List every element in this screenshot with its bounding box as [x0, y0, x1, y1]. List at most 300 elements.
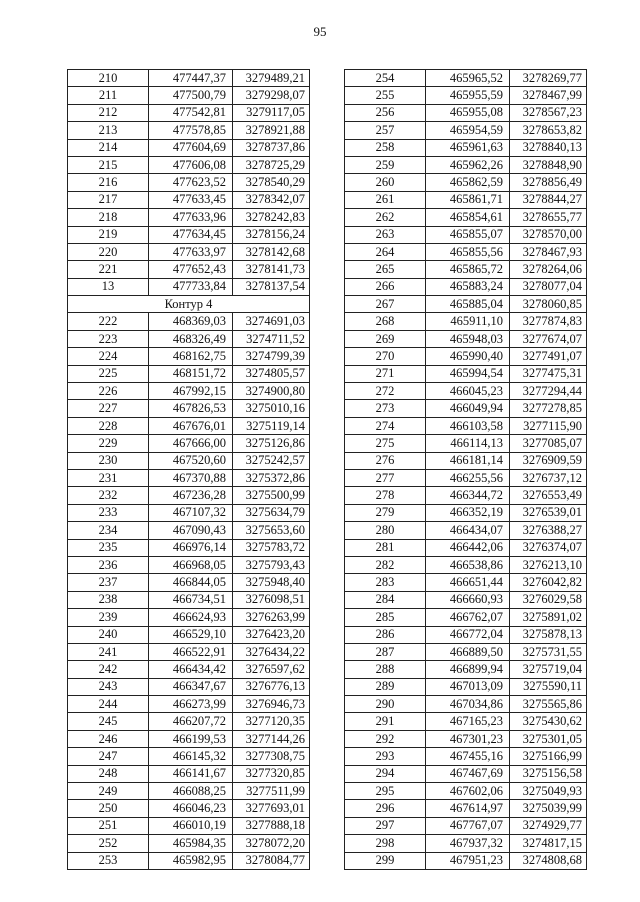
coordinates-table-right	[344, 69, 587, 870]
x-coordinate-cell: 466899,94	[426, 661, 510, 678]
x-coordinate-cell: 465911,10	[426, 313, 510, 330]
x-coordinate-cell: 467602,06	[426, 783, 510, 800]
x-coordinate-cell: 477500,79	[149, 87, 233, 104]
point-number-cell: 245	[68, 713, 149, 730]
table-row	[345, 226, 587, 243]
x-coordinate-cell: 466538,86	[426, 556, 510, 573]
table-row	[345, 591, 587, 608]
table-row	[68, 383, 310, 400]
table-row	[345, 139, 587, 156]
table-row	[68, 591, 310, 608]
table-row	[345, 104, 587, 121]
point-number-cell: 220	[68, 243, 149, 260]
x-coordinate-cell: 466255,56	[426, 469, 510, 486]
x-coordinate-cell: 466352,19	[426, 504, 510, 521]
y-coordinate-cell: 3278467,93	[510, 243, 587, 260]
table-row	[68, 504, 310, 521]
point-number-cell: 230	[68, 452, 149, 469]
table-row	[345, 487, 587, 504]
point-number-cell: 232	[68, 487, 149, 504]
y-coordinate-cell: 3277144,26	[233, 730, 310, 747]
x-coordinate-cell: 465955,08	[426, 104, 510, 121]
point-number-cell: 243	[68, 678, 149, 695]
table-row	[345, 70, 587, 87]
y-coordinate-cell: 3274808,68	[510, 852, 587, 869]
x-coordinate-cell: 466207,72	[149, 713, 233, 730]
point-number-cell: 240	[68, 626, 149, 643]
table-row	[68, 696, 310, 713]
point-number-cell: 270	[345, 348, 426, 365]
table-row	[68, 417, 310, 434]
point-number-cell: 218	[68, 209, 149, 226]
table-row	[68, 174, 310, 191]
y-coordinate-cell: 3275119,14	[233, 417, 310, 434]
y-coordinate-cell: 3274691,03	[233, 313, 310, 330]
x-coordinate-cell: 477633,45	[149, 191, 233, 208]
table-row	[345, 835, 587, 852]
point-number-cell: 283	[345, 574, 426, 591]
x-coordinate-cell: 468326,49	[149, 330, 233, 347]
x-coordinate-cell: 468369,03	[149, 313, 233, 330]
point-number-cell: 242	[68, 661, 149, 678]
table-row	[68, 452, 310, 469]
section-header: Контур 4	[68, 296, 310, 313]
table-row	[345, 313, 587, 330]
table-row	[345, 348, 587, 365]
table-row	[345, 852, 587, 869]
table-row	[68, 261, 310, 278]
point-number-cell: 293	[345, 748, 426, 765]
point-number-cell: 235	[68, 539, 149, 556]
y-coordinate-cell: 3275565,86	[510, 696, 587, 713]
point-number-cell: 268	[345, 313, 426, 330]
point-number-cell: 233	[68, 504, 149, 521]
y-coordinate-cell: 3278141,73	[233, 261, 310, 278]
point-number-cell: 279	[345, 504, 426, 521]
x-coordinate-cell: 466114,13	[426, 435, 510, 452]
point-number-cell: 294	[345, 765, 426, 782]
x-coordinate-cell: 465994,54	[426, 365, 510, 382]
x-coordinate-cell: 466347,67	[149, 678, 233, 695]
x-coordinate-cell: 466046,23	[149, 800, 233, 817]
table-row	[345, 296, 587, 313]
y-coordinate-cell: 3278567,23	[510, 104, 587, 121]
table-row	[345, 261, 587, 278]
x-coordinate-cell: 477634,45	[149, 226, 233, 243]
x-coordinate-cell: 466045,23	[426, 383, 510, 400]
x-coordinate-cell: 466624,93	[149, 609, 233, 626]
y-coordinate-cell: 3275126,86	[233, 435, 310, 452]
x-coordinate-cell: 466889,50	[426, 643, 510, 660]
y-coordinate-cell: 3278540,29	[233, 174, 310, 191]
y-coordinate-cell: 3276553,49	[510, 487, 587, 504]
table-row	[68, 104, 310, 121]
y-coordinate-cell: 3278467,99	[510, 87, 587, 104]
y-coordinate-cell: 3275731,55	[510, 643, 587, 660]
table-row	[68, 435, 310, 452]
point-number-cell: 299	[345, 852, 426, 869]
y-coordinate-cell: 3275891,02	[510, 609, 587, 626]
x-coordinate-cell: 468151,72	[149, 365, 233, 382]
point-number-cell: 276	[345, 452, 426, 469]
table-row	[345, 504, 587, 521]
y-coordinate-cell: 3278137,54	[233, 278, 310, 295]
y-coordinate-cell: 3275166,99	[510, 748, 587, 765]
x-coordinate-cell: 477633,96	[149, 209, 233, 226]
point-number-cell: 251	[68, 817, 149, 834]
table-row	[68, 70, 310, 87]
table-body	[345, 70, 587, 870]
point-number-cell: 13	[68, 278, 149, 295]
point-number-cell: 248	[68, 765, 149, 782]
table-row	[68, 765, 310, 782]
table-row	[68, 661, 310, 678]
point-number-cell: 246	[68, 730, 149, 747]
y-coordinate-cell: 3276597,62	[233, 661, 310, 678]
y-coordinate-cell: 3277888,18	[233, 817, 310, 834]
point-number-cell: 261	[345, 191, 426, 208]
y-coordinate-cell: 3277120,35	[233, 713, 310, 730]
y-coordinate-cell: 3275301,05	[510, 730, 587, 747]
x-coordinate-cell: 467937,32	[426, 835, 510, 852]
point-number-cell: 264	[345, 243, 426, 260]
x-coordinate-cell: 467370,88	[149, 469, 233, 486]
x-coordinate-cell: 465984,35	[149, 835, 233, 852]
y-coordinate-cell: 3275049,93	[510, 783, 587, 800]
y-coordinate-cell: 3278848,90	[510, 156, 587, 173]
point-number-cell: 267	[345, 296, 426, 313]
y-coordinate-cell: 3277278,85	[510, 400, 587, 417]
y-coordinate-cell: 3279489,21	[233, 70, 310, 87]
x-coordinate-cell: 467455,16	[426, 748, 510, 765]
x-coordinate-cell: 467520,60	[149, 452, 233, 469]
x-coordinate-cell: 465883,24	[426, 278, 510, 295]
x-coordinate-cell: 467013,09	[426, 678, 510, 695]
y-coordinate-cell: 3279298,07	[233, 87, 310, 104]
x-coordinate-cell: 466199,53	[149, 730, 233, 747]
table-row	[345, 365, 587, 382]
x-coordinate-cell: 467107,32	[149, 504, 233, 521]
table-row	[68, 87, 310, 104]
x-coordinate-cell: 477633,97	[149, 243, 233, 260]
y-coordinate-cell: 3278844,27	[510, 191, 587, 208]
y-coordinate-cell: 3275039,99	[510, 800, 587, 817]
y-coordinate-cell: 3276946,73	[233, 696, 310, 713]
point-number-cell: 297	[345, 817, 426, 834]
x-coordinate-cell: 465854,61	[426, 209, 510, 226]
table-row	[345, 122, 587, 139]
x-coordinate-cell: 466344,72	[426, 487, 510, 504]
table-row	[68, 156, 310, 173]
point-number-cell: 228	[68, 417, 149, 434]
point-number-cell: 254	[345, 70, 426, 87]
x-coordinate-cell: 465861,71	[426, 191, 510, 208]
x-coordinate-cell: 467676,01	[149, 417, 233, 434]
y-coordinate-cell: 3278725,29	[233, 156, 310, 173]
y-coordinate-cell: 3275653,60	[233, 522, 310, 539]
x-coordinate-cell: 467666,00	[149, 435, 233, 452]
point-number-cell: 231	[68, 469, 149, 486]
point-number-cell: 234	[68, 522, 149, 539]
table-row	[345, 417, 587, 434]
y-coordinate-cell: 3278737,86	[233, 139, 310, 156]
x-coordinate-cell: 467165,23	[426, 713, 510, 730]
y-coordinate-cell: 3278072,20	[233, 835, 310, 852]
point-number-cell: 263	[345, 226, 426, 243]
table-row	[345, 556, 587, 573]
y-coordinate-cell: 3276029,58	[510, 591, 587, 608]
x-coordinate-cell: 467826,53	[149, 400, 233, 417]
table-row	[345, 817, 587, 834]
y-coordinate-cell: 3276776,13	[233, 678, 310, 695]
x-coordinate-cell: 465865,72	[426, 261, 510, 278]
x-coordinate-cell: 466049,94	[426, 400, 510, 417]
y-coordinate-cell: 3277294,44	[510, 383, 587, 400]
point-number-cell: 292	[345, 730, 426, 747]
point-number-cell: 244	[68, 696, 149, 713]
page-number: 95	[313, 24, 327, 39]
table-row	[345, 400, 587, 417]
point-number-cell: 236	[68, 556, 149, 573]
x-coordinate-cell: 466273,99	[149, 696, 233, 713]
point-number-cell: 285	[345, 609, 426, 626]
table-row	[345, 87, 587, 104]
y-coordinate-cell: 3277475,31	[510, 365, 587, 382]
table-row	[345, 678, 587, 695]
point-number-cell: 296	[345, 800, 426, 817]
y-coordinate-cell: 3275430,62	[510, 713, 587, 730]
table-row	[345, 330, 587, 347]
point-number-cell: 260	[345, 174, 426, 191]
y-coordinate-cell: 3277693,01	[233, 800, 310, 817]
x-coordinate-cell: 466844,05	[149, 574, 233, 591]
y-coordinate-cell: 3278242,83	[233, 209, 310, 226]
y-coordinate-cell: 3275634,79	[233, 504, 310, 521]
y-coordinate-cell: 3278077,04	[510, 278, 587, 295]
x-coordinate-cell: 467034,86	[426, 696, 510, 713]
coordinates-table-left	[67, 69, 310, 870]
x-coordinate-cell: 465862,59	[426, 174, 510, 191]
y-coordinate-cell: 3275242,57	[233, 452, 310, 469]
point-number-cell: 298	[345, 835, 426, 852]
y-coordinate-cell: 3277308,75	[233, 748, 310, 765]
y-coordinate-cell: 3275948,40	[233, 574, 310, 591]
table-row	[68, 783, 310, 800]
table-row	[68, 609, 310, 626]
table-row	[68, 209, 310, 226]
table-row	[345, 730, 587, 747]
table-row	[68, 365, 310, 382]
table-row	[345, 609, 587, 626]
x-coordinate-cell: 466434,07	[426, 522, 510, 539]
table-row	[68, 835, 310, 852]
point-number-cell: 282	[345, 556, 426, 573]
point-number-cell: 284	[345, 591, 426, 608]
y-coordinate-cell: 3278156,24	[233, 226, 310, 243]
table-row	[68, 817, 310, 834]
y-coordinate-cell: 3275010,16	[233, 400, 310, 417]
point-number-cell: 249	[68, 783, 149, 800]
table-row	[68, 469, 310, 486]
y-coordinate-cell: 3276434,22	[233, 643, 310, 660]
y-coordinate-cell: 3274817,15	[510, 835, 587, 852]
point-number-cell: 266	[345, 278, 426, 295]
y-coordinate-cell: 3277874,83	[510, 313, 587, 330]
y-coordinate-cell: 3278264,06	[510, 261, 587, 278]
y-coordinate-cell: 3279117,05	[233, 104, 310, 121]
point-number-cell: 288	[345, 661, 426, 678]
point-number-cell: 290	[345, 696, 426, 713]
x-coordinate-cell: 465885,04	[426, 296, 510, 313]
point-number-cell: 225	[68, 365, 149, 382]
point-number-cell: 256	[345, 104, 426, 121]
table-row	[345, 174, 587, 191]
section-header-row	[68, 296, 310, 313]
y-coordinate-cell: 3278653,82	[510, 122, 587, 139]
table-row	[345, 643, 587, 660]
table-row	[68, 556, 310, 573]
point-number-cell: 213	[68, 122, 149, 139]
x-coordinate-cell: 465955,59	[426, 87, 510, 104]
table-row	[345, 469, 587, 486]
table-row	[68, 713, 310, 730]
x-coordinate-cell: 466529,10	[149, 626, 233, 643]
y-coordinate-cell: 3278856,49	[510, 174, 587, 191]
x-coordinate-cell: 467467,69	[426, 765, 510, 782]
x-coordinate-cell: 467301,23	[426, 730, 510, 747]
table-row	[68, 678, 310, 695]
table-row	[68, 748, 310, 765]
table-row	[68, 539, 310, 556]
x-coordinate-cell: 465962,26	[426, 156, 510, 173]
y-coordinate-cell: 3278570,00	[510, 226, 587, 243]
y-coordinate-cell: 3276539,01	[510, 504, 587, 521]
table-row	[345, 435, 587, 452]
point-number-cell: 224	[68, 348, 149, 365]
table-row	[345, 765, 587, 782]
point-number-cell: 223	[68, 330, 149, 347]
point-number-cell: 287	[345, 643, 426, 660]
y-coordinate-cell: 3275793,43	[233, 556, 310, 573]
x-coordinate-cell: 467951,23	[426, 852, 510, 869]
y-coordinate-cell: 3278921,88	[233, 122, 310, 139]
table-row	[68, 574, 310, 591]
table-row	[345, 661, 587, 678]
point-number-cell: 286	[345, 626, 426, 643]
x-coordinate-cell: 466976,14	[149, 539, 233, 556]
y-coordinate-cell: 3278840,13	[510, 139, 587, 156]
y-coordinate-cell: 3277674,07	[510, 330, 587, 347]
x-coordinate-cell: 467614,97	[426, 800, 510, 817]
point-number-cell: 265	[345, 261, 426, 278]
point-number-cell: 210	[68, 70, 149, 87]
x-coordinate-cell: 466145,32	[149, 748, 233, 765]
x-coordinate-cell: 477606,08	[149, 156, 233, 173]
point-number-cell: 252	[68, 835, 149, 852]
point-number-cell: 211	[68, 87, 149, 104]
x-coordinate-cell: 466772,04	[426, 626, 510, 643]
table-row	[345, 574, 587, 591]
point-number-cell: 221	[68, 261, 149, 278]
point-number-cell: 247	[68, 748, 149, 765]
point-number-cell: 215	[68, 156, 149, 173]
table-row	[68, 139, 310, 156]
point-number-cell: 280	[345, 522, 426, 539]
x-coordinate-cell: 477652,43	[149, 261, 233, 278]
x-coordinate-cell: 466434,42	[149, 661, 233, 678]
point-number-cell: 214	[68, 139, 149, 156]
y-coordinate-cell: 3276909,59	[510, 452, 587, 469]
y-coordinate-cell: 3274711,52	[233, 330, 310, 347]
point-number-cell: 250	[68, 800, 149, 817]
table-row	[345, 383, 587, 400]
table-row	[68, 278, 310, 295]
x-coordinate-cell: 477542,81	[149, 104, 233, 121]
y-coordinate-cell: 3276374,07	[510, 539, 587, 556]
table-row	[68, 313, 310, 330]
point-number-cell: 237	[68, 574, 149, 591]
table-row	[345, 522, 587, 539]
table-row	[345, 278, 587, 295]
table-row	[68, 243, 310, 260]
point-number-cell: 274	[345, 417, 426, 434]
table-row	[68, 626, 310, 643]
y-coordinate-cell: 3276098,51	[233, 591, 310, 608]
y-coordinate-cell: 3277320,85	[233, 765, 310, 782]
x-coordinate-cell: 465954,59	[426, 122, 510, 139]
table-row	[345, 452, 587, 469]
x-coordinate-cell: 465965,52	[426, 70, 510, 87]
table-row	[345, 539, 587, 556]
point-number-cell: 222	[68, 313, 149, 330]
x-coordinate-cell: 465948,03	[426, 330, 510, 347]
x-coordinate-cell: 465961,63	[426, 139, 510, 156]
point-number-cell: 259	[345, 156, 426, 173]
y-coordinate-cell: 3276388,27	[510, 522, 587, 539]
point-number-cell: 295	[345, 783, 426, 800]
y-coordinate-cell: 3274805,57	[233, 365, 310, 382]
point-number-cell: 281	[345, 539, 426, 556]
table-row	[345, 191, 587, 208]
point-number-cell: 229	[68, 435, 149, 452]
point-number-cell: 273	[345, 400, 426, 417]
table-row	[68, 852, 310, 869]
table-row	[68, 643, 310, 660]
x-coordinate-cell: 466734,51	[149, 591, 233, 608]
table-row	[68, 487, 310, 504]
x-coordinate-cell: 465990,40	[426, 348, 510, 365]
table-row	[68, 730, 310, 747]
point-number-cell: 212	[68, 104, 149, 121]
y-coordinate-cell: 3275783,72	[233, 539, 310, 556]
y-coordinate-cell: 3277115,90	[510, 417, 587, 434]
x-coordinate-cell: 467090,43	[149, 522, 233, 539]
x-coordinate-cell: 468162,75	[149, 348, 233, 365]
y-coordinate-cell: 3278060,85	[510, 296, 587, 313]
table-row	[68, 330, 310, 347]
y-coordinate-cell: 3278269,77	[510, 70, 587, 87]
point-number-cell: 272	[345, 383, 426, 400]
y-coordinate-cell: 3276423,20	[233, 626, 310, 643]
x-coordinate-cell: 466968,05	[149, 556, 233, 573]
x-coordinate-cell: 477447,37	[149, 70, 233, 87]
x-coordinate-cell: 466141,67	[149, 765, 233, 782]
table-row	[68, 522, 310, 539]
point-number-cell: 257	[345, 122, 426, 139]
y-coordinate-cell: 3275372,86	[233, 469, 310, 486]
table-row	[345, 243, 587, 260]
point-number-cell: 258	[345, 139, 426, 156]
